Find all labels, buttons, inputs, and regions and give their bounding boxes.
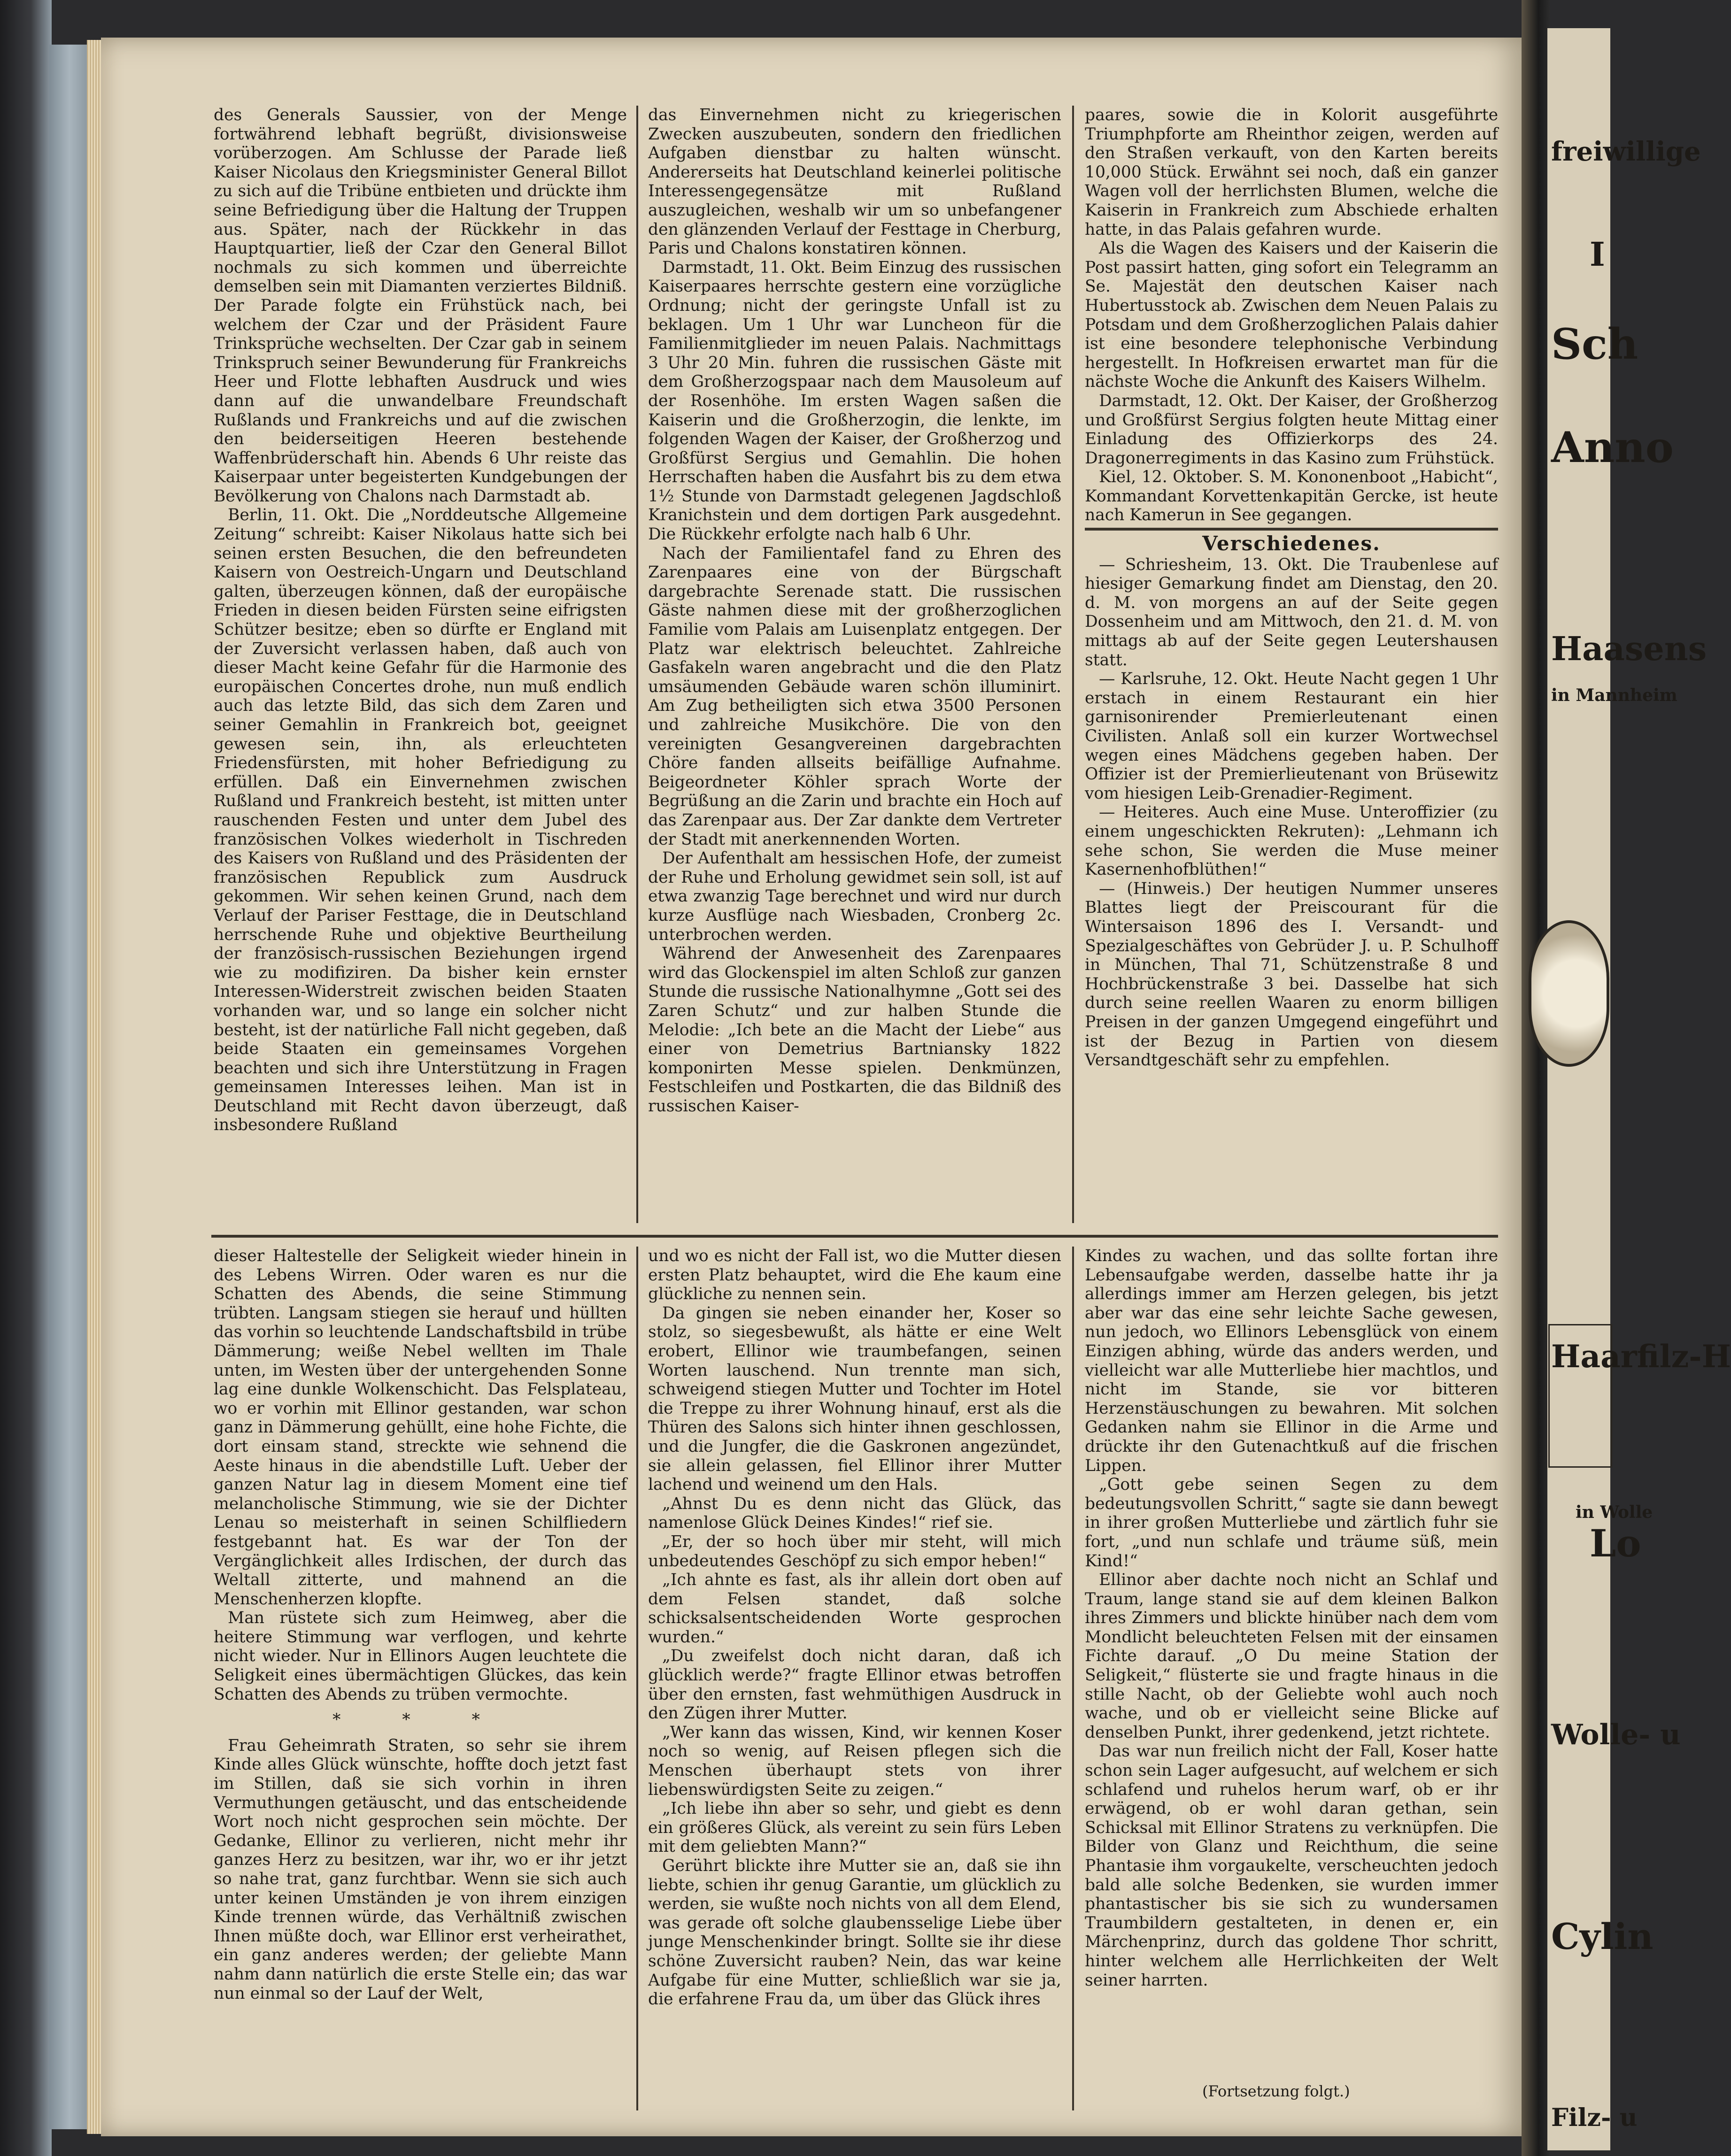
book-cover-board <box>49 45 89 2129</box>
ad-fragment: Sch <box>1551 319 1638 369</box>
adjacent-page <box>1547 28 1731 2150</box>
paragraph: Frau Geheimrath Straten, so sehr sie ihrem Kinde alles Glück wünschte, hoffte doch jetzt fast im Stillen, daß sie sich vorhin in ihren Vermuthungen getäuscht, und das entscheidende Wort noch nicht gesprochen sein möchte. Der Gedanke, Ellinor zu verlieren, nicht mehr ihr ganzes Herz zu besitzen, war ihr, wo er ihr jetzt so nahe trat, ganz furchtbar. Wenn sie sich auch unter keinen Umständen je von ihrem einzigen Kinde trennen würde, das Verhältniß zwischen Ihnen müßte doch, war Ellinor erst verheirathet, ein ganz anderes werden; der geliebte Mann nahm dann natürlich die erste Stelle ein; das war nun einmal so der Lauf der Welt, <box>214 1736 627 2003</box>
paragraph: Darmstadt, 12. Okt. Der Kaiser, der Großherzog und Großfürst Sergius folgten heute Mittag einer Einladung des Offizierkorps des 24. Dragonerregiments in das Kasino zum Frühstück. <box>1085 391 1498 468</box>
paragraph: und wo es nicht der Fall ist, wo die Mutter diesen ersten Platz behauptet, wird die Ehe kaum eine glückliche zu nennen sein. <box>648 1247 1061 1304</box>
ad-fragment: Cylin <box>1551 1916 1654 1957</box>
pocket-watch-illustration <box>1529 920 1609 1067</box>
upper-column-2 <box>648 106 1061 1116</box>
upper-column-1 <box>214 106 627 1135</box>
paragraph: Man rüstete sich zum Heimweg, aber die heitere Stimmung war verflogen, und kehrte nicht wieder. Nur in Ellinors Augen leuchtete die Seligkeit eines übermächtigen Glückes, das kein Schatten des Abends zu trüben vermochte. <box>214 1609 627 1704</box>
section-rule <box>1085 528 1498 531</box>
ad-fragment: in Wolle <box>1576 1502 1653 1522</box>
paragraph: Berlin, 11. Okt. Die „Norddeutsche Allgemeine Zeitung“ schreibt: Kaiser Nikolaus hatte sich bei seinen ersten Besuchen, die den befreundeten Kaisern von Oestreich-Ungarn und Deutschland galten, überzeugen können, daß der europäische Frieden in diesen beiden Fürsten seine eifrigsten Schützer besitze; eben so dürfte er England mit der Zuversicht verlassen haben, daß auch von dieser Macht keine Gefahr für die Harmonie des europäischen Concertes drohe, nun muß endlich auch das letzte Bild, das sich dem Zaren und seiner Gemahlin in Frankreich bot, geeignet gewesen sein, ihn, als erleuchteten Friedensfürsten, mit hoher Befriedigung zu erfüllen. Daß ein Einvernehmen zwischen Rußland und Frankreich besteht, ist mitten unter rauschenden Festen und unter dem Jubel des französischen Volkes wiederholt in Tischreden des Kaisers von Rußland und des Präsidenten der französischen Republick zum Ausdruck gekommen. Wir sehen keinen Grund, nach dem Verlauf der Pariser Festtage, die in Deutschland herrschende Ruhe und objektive Beurtheilung der französisch-russischen Beziehungen irgend wie zu modifiziren. Da bisher kein ernster Interessen-Widerstreit zwischen beiden Staaten vorhanden war, und so lange ein solcher nicht besteht, ist der natürliche Fall nicht gegeben, daß beide Staaten ein gemeinsames Vorgehen beachten und sich ihre Unterstützung in Fragen gemeinsamen Interesses leihen. Man ist in Deutschland mit Recht davon überzeugt, daß insbesondere Rußland <box>214 506 627 1135</box>
paragraph: „Ich ahnte es fast, als ihr allein dort oben auf dem Felsen standet, daß solche schicksalsentscheidenden Worte gesprochen wurden.“ <box>648 1571 1061 1647</box>
ad-fragment: in Mannheim <box>1551 685 1677 705</box>
paragraph: paares, sowie die in Kolorit ausgeführte Triumphpforte am Rheinthor zeigen, werden auf den Straßen verkauft, von den Karten bereits 10,000 Stück. Erwähnt sei noch, daß ein ganzer Wagen voll der herrlichsten Blumen, welche die Kaiserin in Frankreich zum Abschiede erhalten hatte, in das Palais gefahren wurde. <box>1085 106 1498 239</box>
ad-fragment: freiwillige <box>1551 136 1701 167</box>
lower-column-3 <box>1085 1247 1498 1990</box>
paragraph: Während der Anwesenheit des Zarenpaares wird das Glockenspiel im alten Schloß zur ganzen Stunde die russische Nationalhymne „Gott sei des Zaren Schutz“ und zur halben Stunde die Melodie: „Ich bete an die Macht der Liebe“ aus einer von Demetrius Bartniansky 1822 komponirten Messe spielen. Denkmünzen, Festschleifen und Postkarten, die das Bildniß des russischen Kaiser- <box>648 944 1061 1116</box>
paragraph: — (Hinweis.) Der heutigen Nummer unseres Blattes liegt der Preiscourant für die Wintersaison 1896 des I. Versandt- und Spezialgeschäftes von Gebrüder J. u. P. Schulhoff in München, Thal 71, Schützenstraße 8 und Hochbrückenstraße 3 bei. Dasselbe hat sich durch seine reellen Waaren zu enorm billigen Preisen in der ganzen Umgegend eingeführt und ist der Bezug in Partien von diesem Versandtgeschäft sehr zu empfehlen. <box>1085 879 1498 1070</box>
paragraph: „Er, der so hoch über mir steht, will mich unbedeutendes Geschöpf zu sich empor heben!“ <box>648 1532 1061 1571</box>
paragraph: Das war nun freilich nicht der Fall, Koser hatte schon sein Lager aufgesucht, auf welchem er sich schlafend und ruhelos herum warf, ob er ihr erwägend, ob er wohl daran gethan, sein Schicksal mit Ellinor Stratens zu verknüpfen. Die Bilder von Glanz und Reichthum, die seine Phantasie ihm vorgaukelte, verscheuchten jedoch bald alle solche Bedenken, sie wurden immer phantastischer bis sie sich zu wundersamen Traumbildern gestalteten, in denen er, ein Märchenprinz, durch das goldene Thor schritt, hinter welchem alle Herrlichkeiten der Welt seiner harrten. <box>1085 1742 1498 1990</box>
paragraph: das Einvernehmen nicht zu kriegerischen Zwecken auszubeuten, sondern den friedlichen Aufgaben dienstbar zu halten wünscht. Andererseits hat Deutschland keinerlei politische Interessengegensätze mit Rußland auszugleichen, weshalb wir um so unbefangener den glänzenden Verlauf der Festtage in Cherburg, Paris und Chalons konstatiren können. <box>648 106 1061 258</box>
paragraph: Kindes zu wachen, und das sollte fortan ihre Lebensaufgabe werden, dasselbe hatte ihr ja allerdings immer am Herzen gelegen, bis jetzt aber war das eine sehr leichte Sache gewesen, nun jedoch, wo Ellinors Lebensglück von einem Einzigen abhing, würde das anders werden, und vielleicht war alle Mutterliebe hier machtlos, und nicht im Stande, sie vor bitteren Herzenstäuschungen zu bewahren. Mit solchen Gedanken nahm sie Ellinor in die Arme und drückte ihr den Gutenachtkuß auf die frischen Lippen. <box>1085 1247 1498 1475</box>
ad-fragment: Anno <box>1551 423 1674 472</box>
lower-column-2 <box>648 1247 1061 2009</box>
paragraph: Ellinor aber dachte noch nicht an Schlaf und Traum, lange stand sie auf dem kleinen Balkon ihres Zimmers und blickte hinüber nach dem vom Mondlicht beleuchteten Felsen mit der einsamen Fichte darauf. „O Du meine Station der Seligkeit,“ flüsterte sie und fragte hinaus in die stille Nacht, ob der Geliebte wohl auch noch wache, und ob er vielleicht seine Blicke auf denselben Punkt, ihrer gedenkend, jetzt richtete. <box>1085 1571 1498 1742</box>
column-rule <box>636 106 638 1223</box>
paragraph: — Heiteres. Auch eine Muse. Unteroffizier (zu einem ungeschickten Rekruten): „Lehmann ich sehe schon, Sie werden die Muse meiner Kasernenhofblüthen!“ <box>1085 803 1498 879</box>
book-gutter <box>1522 0 1550 2156</box>
paragraph: „Gott gebe seinen Segen zu dem bedeutungsvollen Schritt,“ sagte sie dann bewegt in ihrer großen Mutterliebe und zärtlich fuhr sie fort, „und nun schlafe und träume süß, mein Kind!“ <box>1085 1475 1498 1571</box>
paragraph: Kiel, 12. Oktober. S. M. Kononenboot „Habicht“, Kommandant Korvettenkapitän Gercke, ist heute nach Kamerun in See gegangen. <box>1085 468 1498 525</box>
paragraph: Da gingen sie neben einander her, Koser so stolz, so siegesbewußt, als hätte er eine Welt erobert, Ellinor wie traumbefangen, seinen Worten lauschend. Nun trennte man sich, schweigend stiegen Mutter und Tochter im Hotel die Treppe zu ihrer Wohnung hinauf, erst als die Thüren des Salons sich hinter ihnen geschlossen, und die Jungfer, die die Gaskronen angezündet, sie allein gelassen, fiel Ellinor ihrer Mutter lachend und weinend um den Hals. <box>648 1303 1061 1494</box>
paragraph: Nach der Familientafel fand zu Ehren des Zarenpaares eine von der Bürgschaft dargebrachte Serenade statt. Die russischen Gäste nahmen diese mit der großherzoglichen Familie vom Palais am Luisenplatz entgegen. Der Platz war elektrisch beleuchtet. Zahlreiche Gasfakeln waren angebracht und die den Platz umsäumenden Gebäude waren schön illuminirt. Am Zug betheiligten sich etwa 3500 Personen und zahlreiche Musikchöre. Die von den vereinigten Gesangvereinen dargebrachten Chöre fanden allseits beifällige Aufnahme. Beigeordneter Köhler sprach Worte der Begrüßung an die Zarin und brachte ein Hoch auf das Zarenpaar aus. Der Zar dankte dem Vertreter der Stadt mit anerkennenden Worten. <box>648 544 1061 849</box>
paragraph: Darmstadt, 11. Okt. Beim Einzug des russischen Kaiserpaares herrschte gestern eine vorzügliche Ordnung; nicht der geringste Unfall ist zu beklagen. Um 1 Uhr war Luncheon für die Familienmitglieder im neuen Palais. Nachmittags 3 Uhr 20 Min. fuhren die russischen Gäste mit dem Großherzogspaar nach dem Mausoleum auf der Rosenhöhe. Im ersten Wagen saßen die Kaiserin und die Großherzogin, die lenkte, im folgenden Wagen der Kaiser, der Großherzog und Großfürst Sergius und Gemahlin. Die hohen Herrschaften haben die Ausfahrt bis zu dem etwa 1½ Stunde von Darmstadt gelegenen Jagdschloß Kranichstein und dem dortigen Park ausgedehnt. Die Rückkehr erfolgte nach halb 6 Uhr. <box>648 258 1061 544</box>
paragraph: Der Aufenthalt am hessischen Hofe, der zumeist der Ruhe und Erholung gewidmet sein soll, ist auf etwa zwanzig Tage berechnet und wird nur durch kurze Ausflüge nach Wiesbaden, Cronberg 2c. unterbrochen werden. <box>648 849 1061 944</box>
paragraph: dieser Haltestelle der Seligkeit wieder hinein in des Lebens Wirren. Oder waren es nur die Schatten des Abends, die seine Stimmung trübten. Langsam stiegen sie herauf und hüllten das vorhin so leuchtende Landschaftsbild in trübe Dämmerung; weiße Nebel wellten im Thale unten, im Westen über der untergehenden Sonne lag eine dunkle Wolkenschicht. Das Felsplateau, wo er vorhin mit Ellinor gestanden, war schon ganz in Dämmerung gehüllt, eine hohe Fichte, die dort einsam stand, streckte wie sehnend die Aeste hinaus in die abendstille Luft. Ueber der ganzen Natur lag in diesem Moment eine tief melancholische Stimmung, wie sie der Dichter Lenau so meisterhaft in seinen Schilfliedern festgebannt hat. Es war der Ton der Vergänglichkeit alles Irdischen, der durch das Weltall zitterte, und mahnend an die Menschenherzen klopfte. <box>214 1247 627 1609</box>
continued-notice: (Fortsetzung folgt.) <box>1202 2082 1350 2100</box>
paragraph: „Wer kann das wissen, Kind, wir kennen Koser noch so wenig, auf Reisen pflegen sich die Menschen überhaupt stets von ihrer liebenswürdigsten Seite zu zeigen.“ <box>648 1723 1061 1799</box>
paragraph: — Schriesheim, 13. Okt. Die Traubenlese auf hiesiger Gemarkung findet am Dienstag, den 20. d. M. von morgens an auf der Seite gegen Dossenheim und am Mittwoch, den 21. d. M. von mittags ab auf der Seite gegen Leutershausen statt. <box>1085 555 1498 670</box>
section-heading: Verschiedenes. <box>1202 532 1381 555</box>
section-break: * * * <box>332 1710 508 1730</box>
paragraph: „Ich liebe ihn aber so sehr, und giebt es denn ein größeres Glück, als vereint zu sein fürs Leben mit dem geliebten Mann?“ <box>648 1799 1061 1856</box>
feuilleton-divider <box>211 1235 1498 1238</box>
paragraph: „Du zweifelst doch nicht daran, daß ich glücklich werde?“ fragte Ellinor etwas betroffen über den ernsten, fast wehmüthigen Ausdruck in den Zügen ihrer Mutter. <box>648 1647 1061 1723</box>
book-binding <box>0 0 52 2156</box>
ad-fragment: Wolle- u <box>1551 1718 1681 1751</box>
ad-fragment: Haarfilz-H <box>1551 1338 1731 1375</box>
column-rule <box>636 1247 638 2110</box>
paragraph: des Generals Saussier, von der Menge fortwährend lebhaft begrüßt, divisionsweise vorüberzogen. Am Schlusse der Parade ließ Kaiser Nicolaus den Kriegsminister General Billot zu sich auf die Tribüne entbieten und drückte ihm seine Befriedigung über die Haltung der Truppen aus. Später, nach der Rückkehr in das Hauptquartier, ließ der Czar den General Billot nochmals zu sich kommen und überreichte demselben sein mit Diamanten verziertes Bildniß. Der Parade folgte ein Frühstück nach, bei welchem der Czar und der Präsident Faure Trinksprüche wechselten. Der Czar gab in seinem Trinkspruch seiner Bewunderung für Frankreichs Heer und Flotte lebhaften Ausdruck und wies dann auf die unwandelbare Freundschaft Rußlands und Frankreichs und auf die zwischen den beiderseitigen Heeren bestehende Waffenbrüderschaft hin. Abends 6 Uhr reiste das Kaiserpaar unter begeisterten Kundgebungen der Bevölkerung von Chalons nach Darmstadt ab. <box>214 106 627 506</box>
paragraph: Als die Wagen des Kaisers und der Kaiserin die Post passirt hatten, ging sofort ein Telegramm an Se. Majestät den deutschen Kaiser nach Hubertusstock ab. Zwischen dem Neuen Palais zu Potsdam und dem Großherzoglichen Palais dahier ist eine besondere telephonische Verbindung hergestellt. In Hofkreisen erwartet man für die nächste Woche die Ankunft des Kaisers Wilhelm. <box>1085 239 1498 392</box>
paragraph: Gerührt blickte ihre Mutter sie an, daß sie ihn liebte, schien ihr genug Garantie, um glücklich zu werden, sie wußte noch nichts von all dem Elend, was gerade oft solche glaubensselige Liebe über junge Menschenkinder bringt. Sollte sie ihr diese schöne Zuversicht rauben? Nein, das war keine Aufgabe für eine Mutter, schließlich war sie ja, die erfahrene Frau da, um über das Glück ihres <box>648 1856 1061 2009</box>
ad-fragment: I <box>1590 235 1605 274</box>
ad-fragment: Filz- u <box>1551 2103 1638 2132</box>
upper-column-3 <box>1085 106 1498 1070</box>
paragraph: „Ahnst Du es denn nicht das Glück, das namenlose Glück Deines Kindes!“ rief sie. <box>648 1494 1061 1532</box>
paragraph: — Karlsruhe, 12. Okt. Heute Nacht gegen 1 Uhr erstach in einem Restaurant ein hier garnisonirender Premierleutenant einen Civilisten. Anlaß soll ein kurzer Wortwechsel wegen eines Mädchens gegeben haben. Der Offizier ist der Premierlieutenant von Brüsewitz vom hiesigen Leib-Grenadier-Regiment. <box>1085 670 1498 803</box>
column-rule <box>1072 106 1074 1223</box>
ad-fragment: Lo <box>1590 1521 1641 1565</box>
lower-column-1 <box>214 1247 627 2003</box>
ad-fragment: Haasens <box>1551 629 1707 668</box>
column-rule <box>1072 1247 1074 2110</box>
